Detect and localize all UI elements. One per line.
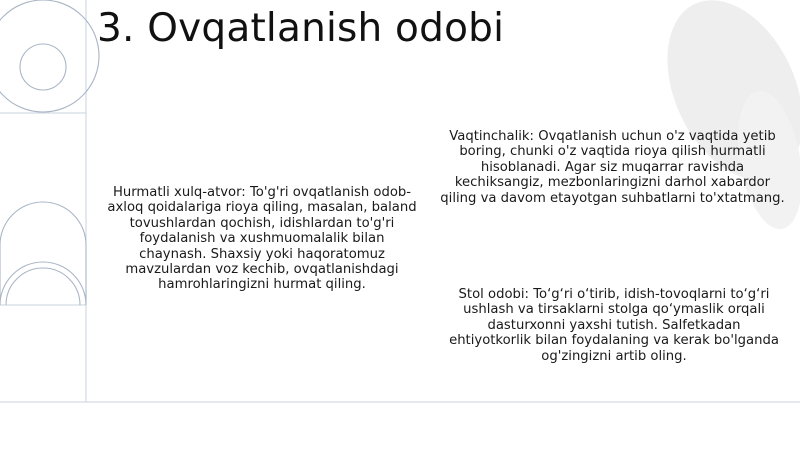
decor-arch-inner bbox=[6, 268, 80, 305]
slide-title: 3. Ovqatlanish odobi bbox=[97, 6, 505, 51]
paragraph-table-manners: Stol odobi: To‘g‘ri o‘tirib, idish-tovoqlarni to‘g‘ri ushlash va tirsaklarni stolga qo‘ymaslik orqali dasturxonni yaxshi tutish. Salfetkadan ehtiyotkorlik bilan foydalaning va kerak bo'lganda og'zingizni artib oling. bbox=[449, 287, 779, 364]
decor-circle-large bbox=[0, 0, 99, 112]
paragraph-punctuality: Vaqtinchalik: Ovqatlanish uchun o'z vaqtida yetib boring, chunki o'z vaqtida rioya qilish hurmatli hisoblanadi. Agar siz muqarrar ravishda kechiksangiz, mezbonlaringizni darhol xabardor qiling va davom etayotgan suhbatlarni to'xtatmang. bbox=[440, 129, 785, 206]
decor-circle-small bbox=[20, 44, 66, 90]
paragraph-respectful-behavior: Hurmatli xulq-atvor: To'g'ri ovqatlanish odob-axloq qoidalariga rioya qiling, masalan, baland tovushlardan qochish, idishlardan to'g'ri foydalanish va xushmuomalalik bilan chaynash. Shaxsiy yoki haqoratomuz mavzulardan voz kechib, ovqatlanishdagi hamrohlaringizni hurmat qiling. bbox=[107, 185, 417, 293]
decor-arch-upper bbox=[0, 202, 86, 305]
